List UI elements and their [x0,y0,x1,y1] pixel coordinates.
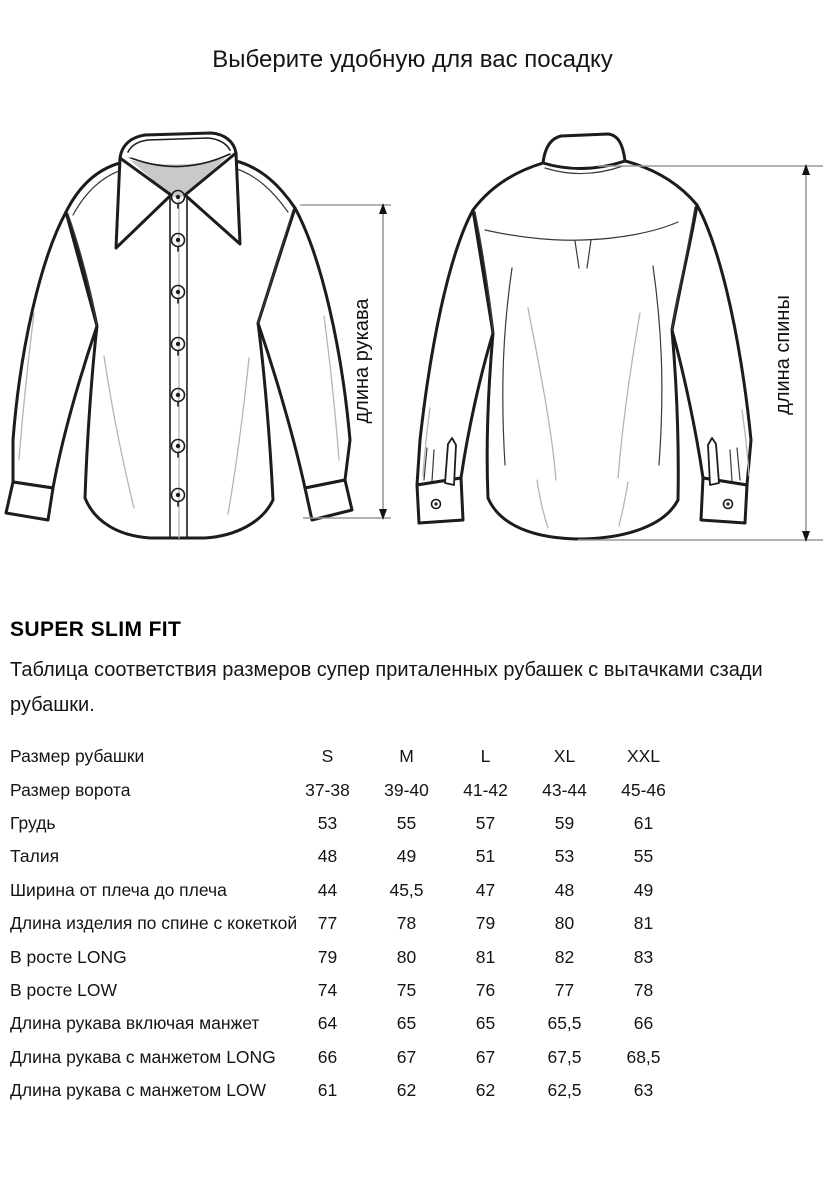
row-label: Грудь [10,812,56,833]
row-value: 75 [396,979,417,1000]
row-value: 65 [475,1013,496,1034]
table-row [10,807,715,840]
row-value: 63 [633,1080,654,1101]
row-value: 80 [396,946,417,967]
row-value: 57 [475,812,496,833]
table-row [10,1041,715,1074]
row-value: 67 [396,1046,417,1067]
table-row [10,907,715,940]
table-row [10,940,715,973]
row-value: 62,5 [547,1080,582,1101]
row-value: 45,5 [389,879,424,900]
fit-heading: SUPER SLIM FIT [10,618,182,641]
fit-description: Таблица соответствия размеров супер приталенных рубашек с вытачками сзади рубашки. [10,659,763,716]
back-left-cuff [417,478,463,523]
row-label: Талия [10,846,60,867]
row-label: Длина изделия по спине с кокеткой [10,913,298,934]
row-value: 65,5 [547,1013,582,1034]
shirt-diagram [0,108,825,603]
page-title: Выберите удобную для вас посадку [212,46,613,73]
row-value: XL [553,746,576,767]
row-label: Длина рукава включая манжет [10,1013,260,1034]
back-right-cuff [701,478,747,523]
front-right-cuff [305,480,352,520]
table-row [10,1007,715,1040]
row-value: 80 [554,913,575,934]
row-value: 67,5 [547,1046,582,1067]
back-collar [543,134,625,169]
row-value: 67 [475,1046,496,1067]
row-label: Размер ворота [10,779,131,800]
table-row [10,874,715,907]
row-value: 82 [554,946,575,967]
row-value: 37-38 [305,779,350,800]
sleeve-length-label: длина рукава [351,298,373,424]
row-label: Размер рубашки [10,746,145,767]
row-value: 48 [317,846,338,867]
table-row [10,974,715,1007]
row-value: L [480,746,491,767]
shirt-back-drawing [417,134,751,539]
row-value: 61 [317,1080,338,1101]
row-label: Ширина от плеча до плеча [10,879,227,900]
row-value: 53 [554,846,575,867]
row-value: 76 [475,979,496,1000]
row-value: 81 [633,913,654,934]
row-value: 66 [633,1013,654,1034]
row-value: 55 [396,812,417,833]
row-label: В росте LOW [10,979,118,1000]
row-value: 83 [633,946,654,967]
row-value: 45-46 [621,779,666,800]
row-value: 55 [633,846,654,867]
row-value: 77 [554,979,575,1000]
row-value: 39-40 [384,779,429,800]
row-value: 62 [396,1080,417,1101]
row-value: 66 [317,1046,338,1067]
row-value: 53 [317,812,338,833]
row-label: В росте LONG [10,946,127,967]
row-value: 78 [633,979,654,1000]
row-value: 81 [475,946,496,967]
row-value: 48 [554,879,575,900]
row-value: XXL [626,746,661,767]
row-value: 59 [554,812,575,833]
row-value: 74 [317,979,338,1000]
shirt-front-drawing [6,133,352,538]
row-value: 49 [396,846,417,867]
row-value: M [399,746,414,767]
row-value: 65 [396,1013,417,1034]
row-value: 79 [317,946,338,967]
row-value: 64 [317,1013,338,1034]
row-value: 62 [475,1080,496,1101]
table-row [10,840,715,873]
row-label: Длина рукава с манжетом LOW [10,1080,267,1101]
table-row [10,773,715,806]
row-value: 49 [633,879,654,900]
table-row [10,740,715,773]
front-left-cuff [6,482,53,520]
row-value: 79 [475,913,496,934]
size-table [10,740,715,1107]
row-value: S [321,746,334,767]
row-value: 47 [475,879,496,900]
row-value: 43-44 [542,779,587,800]
row-value: 51 [475,846,496,867]
table-row [10,1074,715,1107]
row-label: Длина рукава с манжетом LONG [10,1046,276,1067]
row-value: 77 [317,913,338,934]
row-value: 41-42 [463,779,508,800]
back-length-label: длина спины [772,295,794,415]
front-collar-band [120,133,236,158]
row-value: 44 [317,879,338,900]
row-value: 68,5 [626,1046,661,1067]
row-value: 78 [396,913,417,934]
row-value: 61 [633,812,654,833]
back-body [473,161,697,539]
